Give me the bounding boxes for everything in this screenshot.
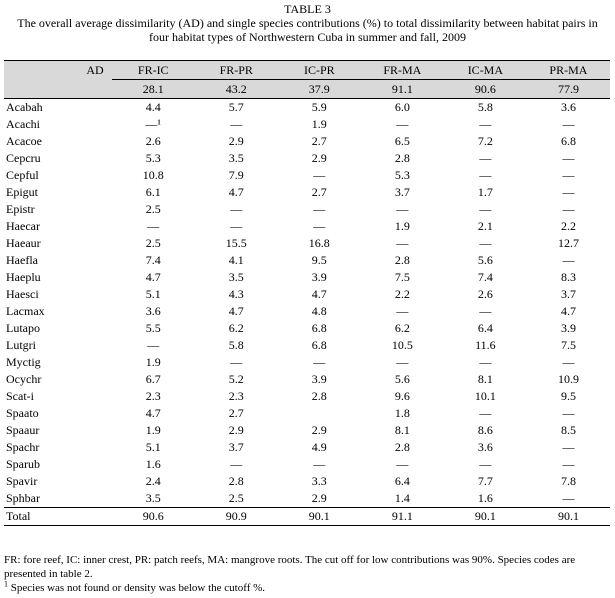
contribution-cell: 6.0 bbox=[394, 100, 410, 114]
total-value: 90.6 bbox=[112, 508, 195, 526]
contribution-cell: — bbox=[562, 440, 575, 454]
contribution-cell: 5.8 bbox=[477, 100, 493, 114]
footnotes bbox=[4, 553, 610, 595]
contribution-cell: 1.7 bbox=[477, 185, 493, 199]
ad-value: 43.2 bbox=[195, 80, 278, 99]
table-row bbox=[4, 473, 610, 490]
contribution-cell: 3.5 bbox=[228, 270, 244, 284]
contribution-cell: — bbox=[562, 253, 575, 267]
contribution-cell: — bbox=[147, 338, 160, 352]
contribution-cell: 5.3 bbox=[145, 151, 161, 165]
contribution-cell: — bbox=[562, 355, 575, 369]
contribution-cell: 2.7 bbox=[311, 134, 327, 148]
table-row bbox=[4, 405, 610, 422]
footnote-abbreviations: FR: fore reef, IC: inner crest, PR: patch reefs, MA: mangrove roots. The cut off for low contributions was 90%. Species codes are presented in table 2. bbox=[4, 554, 576, 580]
species-code: Lutapo bbox=[6, 321, 40, 335]
ad-value: 28.1 bbox=[112, 80, 195, 99]
table-caption: The overall average dissimilarity (AD) and single species contributions (%) to total dissimilarity between habitat pairs in four habitat types of Northwestern Cuba in summer and fall, 2009 bbox=[17, 16, 598, 44]
contribution-cell: 7.5 bbox=[560, 338, 576, 352]
ad-value: 77.9 bbox=[527, 80, 610, 99]
ad-value: 37.9 bbox=[278, 80, 361, 99]
table-row bbox=[4, 422, 610, 439]
contribution-cell: — bbox=[313, 457, 326, 471]
total-value: 90.1 bbox=[278, 508, 361, 526]
contribution-cell: 5.9 bbox=[311, 100, 327, 114]
footnote-1 bbox=[4, 581, 610, 595]
contribution-cell: 7.4 bbox=[477, 270, 493, 284]
contribution-cell: — bbox=[479, 151, 492, 165]
contribution-cell: 1.9 bbox=[145, 355, 161, 369]
footnote-marker: 1 bbox=[4, 579, 8, 589]
table-row bbox=[4, 133, 610, 150]
contribution-cell: — bbox=[562, 168, 575, 182]
contribution-cell: — bbox=[396, 304, 409, 318]
contribution-cell: 4.7 bbox=[228, 185, 244, 199]
contribution-cell: 8.6 bbox=[477, 423, 493, 437]
table-row bbox=[4, 371, 610, 388]
ad-values-row bbox=[4, 80, 610, 99]
species-code: Haefla bbox=[6, 253, 38, 267]
species-code: Acacoe bbox=[6, 134, 42, 148]
contribution-cell: 2.4 bbox=[145, 474, 161, 488]
species-code: Sphbar bbox=[6, 491, 40, 505]
contribution-cell: — bbox=[313, 168, 326, 182]
contribution-cell: 2.6 bbox=[477, 287, 493, 301]
contribution-cell: 11.6 bbox=[475, 338, 496, 352]
contribution-cell: — bbox=[313, 355, 326, 369]
contribution-cell: 5.8 bbox=[228, 338, 244, 352]
col-header: IC-MA bbox=[444, 61, 527, 80]
species-code: Sparub bbox=[6, 457, 40, 471]
contribution-cell: 1.9 bbox=[145, 423, 161, 437]
contribution-cell: 6.1 bbox=[145, 185, 161, 199]
contribution-cell: 3.9 bbox=[311, 372, 327, 386]
dissimilarity-table bbox=[4, 60, 610, 526]
col-header: FR-PR bbox=[195, 61, 278, 80]
ad-spacer bbox=[4, 80, 112, 99]
contribution-cell: 7.5 bbox=[394, 270, 410, 284]
contribution-cell: 2.2 bbox=[394, 287, 410, 301]
contribution-cell: — bbox=[479, 236, 492, 250]
table-row bbox=[4, 337, 610, 354]
contribution-cell: 16.8 bbox=[308, 236, 330, 250]
contribution-cell: 5.6 bbox=[477, 253, 493, 267]
contribution-cell: 3.7 bbox=[394, 185, 410, 199]
contribution-cell: 7.2 bbox=[477, 134, 493, 148]
ad-header: AD bbox=[4, 61, 112, 80]
contribution-cell: 5.1 bbox=[145, 440, 161, 454]
contribution-cell: 5.5 bbox=[145, 321, 161, 335]
contribution-cell: 3.5 bbox=[145, 491, 161, 505]
contribution-cell: 2.5 bbox=[145, 236, 161, 250]
contribution-cell: 6.4 bbox=[394, 474, 410, 488]
contribution-cell: 10.9 bbox=[557, 372, 579, 386]
contribution-cell: — bbox=[562, 185, 575, 199]
contribution-cell: 7.8 bbox=[560, 474, 576, 488]
contribution-cell: — bbox=[396, 202, 409, 216]
contribution-cell: — bbox=[479, 406, 492, 420]
contribution-cell: 10.8 bbox=[142, 168, 164, 182]
contribution-cell: 7.4 bbox=[145, 253, 161, 267]
ad-value: 90.6 bbox=[444, 80, 527, 99]
contribution-cell: 8.1 bbox=[477, 372, 493, 386]
contribution-cell: 6.8 bbox=[311, 321, 327, 335]
contribution-cell: 3.5 bbox=[228, 151, 244, 165]
contribution-cell: 2.1 bbox=[477, 219, 493, 233]
species-code: Lutgri bbox=[6, 338, 36, 352]
contribution-cell: 4.7 bbox=[145, 270, 161, 284]
contribution-cell: — bbox=[562, 117, 575, 131]
species-code: Acachi bbox=[6, 117, 40, 131]
contribution-cell: 1.8 bbox=[394, 406, 410, 420]
contribution-cell: — bbox=[396, 236, 409, 250]
contribution-cell: 7.9 bbox=[228, 168, 244, 182]
contribution-cell: 5.2 bbox=[228, 372, 244, 386]
contribution-cell: 1.9 bbox=[311, 117, 327, 131]
contribution-cell: 3.9 bbox=[311, 270, 327, 284]
contribution-cell: — bbox=[562, 151, 575, 165]
total-label: Total bbox=[4, 508, 112, 526]
contribution-cell: — bbox=[230, 117, 243, 131]
contribution-cell: 6.5 bbox=[394, 134, 410, 148]
table-row bbox=[4, 286, 610, 303]
contribution-cell: — bbox=[396, 117, 409, 131]
contribution-cell bbox=[278, 405, 361, 422]
table-row bbox=[4, 439, 610, 456]
contribution-cell: 2.8 bbox=[311, 389, 327, 403]
contribution-cell: 4.7 bbox=[311, 287, 327, 301]
species-code: Cepful bbox=[6, 168, 39, 182]
table-row bbox=[4, 252, 610, 269]
table-row bbox=[4, 456, 610, 473]
contribution-cell: 6.8 bbox=[560, 134, 576, 148]
contribution-cell: — bbox=[479, 117, 492, 131]
contribution-cell: 2.8 bbox=[394, 440, 410, 454]
contribution-cell: 2.8 bbox=[228, 474, 244, 488]
species-code: Epigut bbox=[6, 185, 38, 199]
contribution-cell: 5.6 bbox=[394, 372, 410, 386]
contribution-cell: 9.6 bbox=[394, 389, 410, 403]
contribution-cell: — bbox=[313, 202, 326, 216]
contribution-cell: 2.8 bbox=[394, 253, 410, 267]
species-code: Spachr bbox=[6, 440, 40, 454]
contribution-cell: 7.7 bbox=[477, 474, 493, 488]
table-body bbox=[4, 99, 610, 508]
contribution-cell: 2.2 bbox=[560, 219, 576, 233]
footnote-1-text: Species was not found or density was below the cutoff %. bbox=[8, 582, 266, 594]
contribution-cell: 3.9 bbox=[560, 321, 576, 335]
species-code: Lacmax bbox=[6, 304, 45, 318]
species-code: Spavir bbox=[6, 474, 38, 488]
contribution-cell: 5.7 bbox=[228, 100, 244, 114]
contribution-cell: — bbox=[230, 457, 243, 471]
contribution-cell: 3.6 bbox=[145, 304, 161, 318]
species-code: Spaato bbox=[6, 406, 39, 420]
contribution-cell: 2.9 bbox=[311, 491, 327, 505]
contribution-cell: — bbox=[230, 355, 243, 369]
contribution-cell: 1.4 bbox=[394, 491, 410, 505]
table-row bbox=[4, 184, 610, 201]
contribution-cell: 2.3 bbox=[145, 389, 161, 403]
contribution-cell: 10.1 bbox=[474, 389, 496, 403]
total-row bbox=[4, 508, 610, 526]
contribution-cell: 2.7 bbox=[228, 406, 244, 420]
contribution-cell: 2.5 bbox=[228, 491, 244, 505]
contribution-cell: 1.6 bbox=[477, 491, 493, 505]
col-header: FR-MA bbox=[361, 61, 444, 80]
contribution-cell: — bbox=[313, 219, 326, 233]
contribution-cell: 1.9 bbox=[394, 219, 410, 233]
contribution-cell: 2.9 bbox=[228, 134, 244, 148]
contribution-cell: — bbox=[562, 406, 575, 420]
total-value: 90.1 bbox=[527, 508, 610, 526]
contribution-cell: 6.2 bbox=[394, 321, 410, 335]
contribution-cell: 9.5 bbox=[560, 389, 576, 403]
table-row bbox=[4, 99, 610, 117]
contribution-cell: — bbox=[479, 202, 492, 216]
contribution-cell: 3.7 bbox=[560, 287, 576, 301]
contribution-cell: — bbox=[230, 219, 243, 233]
species-code: Haeplu bbox=[6, 270, 41, 284]
table-row bbox=[4, 490, 610, 508]
contribution-cell: — bbox=[147, 219, 160, 233]
total-value: 91.1 bbox=[361, 508, 444, 526]
contribution-cell: — bbox=[479, 168, 492, 182]
table-row bbox=[4, 303, 610, 320]
table-row bbox=[4, 269, 610, 286]
species-code: Epistr bbox=[6, 202, 35, 216]
contribution-cell: — bbox=[230, 202, 243, 216]
contribution-cell: 3.3 bbox=[311, 474, 327, 488]
table-title: TABLE 3 bbox=[284, 2, 331, 16]
contribution-cell: — bbox=[562, 202, 575, 216]
contribution-cell: 15.5 bbox=[225, 236, 247, 250]
contribution-cell: 2.9 bbox=[311, 151, 327, 165]
col-header: PR-MA bbox=[527, 61, 610, 80]
contribution-cell: 2.6 bbox=[145, 134, 161, 148]
species-code: Haeaur bbox=[6, 236, 41, 250]
header-row bbox=[4, 61, 610, 80]
contribution-cell: 8.5 bbox=[560, 423, 576, 437]
contribution-cell: 2.8 bbox=[394, 151, 410, 165]
contribution-cell: — bbox=[562, 457, 575, 471]
contribution-cell: 3.7 bbox=[228, 440, 244, 454]
contribution-cell: 5.3 bbox=[394, 168, 410, 182]
table-row bbox=[4, 116, 610, 133]
contribution-cell: 6.8 bbox=[311, 338, 327, 352]
contribution-cell: — bbox=[396, 457, 409, 471]
contribution-cell: 4.7 bbox=[560, 304, 576, 318]
col-header: IC-PR bbox=[278, 61, 361, 80]
table-row bbox=[4, 201, 610, 218]
contribution-cell: 2.7 bbox=[311, 185, 327, 199]
ad-value: 91.1 bbox=[361, 80, 444, 99]
contribution-cell: 10.5 bbox=[391, 338, 413, 352]
contribution-cell: 4.7 bbox=[145, 406, 161, 420]
contribution-cell: 2.9 bbox=[228, 423, 244, 437]
total-value: 90.1 bbox=[444, 508, 527, 526]
species-code: Haesci bbox=[6, 287, 39, 301]
contribution-cell: 5.1 bbox=[145, 287, 161, 301]
contribution-cell: 4.1 bbox=[228, 253, 244, 267]
contribution-cell: 4.9 bbox=[311, 440, 327, 454]
contribution-cell: 3.6 bbox=[477, 440, 493, 454]
contribution-cell: 2.9 bbox=[311, 423, 327, 437]
species-code: Spaaur bbox=[6, 423, 40, 437]
table-row bbox=[4, 150, 610, 167]
contribution-cell: 12.7 bbox=[557, 236, 579, 250]
table-row bbox=[4, 218, 610, 235]
col-header: FR-IC bbox=[112, 61, 195, 80]
contribution-cell: — bbox=[479, 304, 492, 318]
table-row bbox=[4, 167, 610, 184]
contribution-cell: 8.3 bbox=[560, 270, 576, 284]
species-code: Scat-i bbox=[6, 389, 34, 403]
species-code: Acabah bbox=[6, 100, 43, 114]
table-row bbox=[4, 320, 610, 337]
contribution-cell: —¹ bbox=[145, 117, 162, 131]
contribution-cell: 4.3 bbox=[228, 287, 244, 301]
contribution-cell: 6.2 bbox=[228, 321, 244, 335]
contribution-cell: 4.7 bbox=[228, 304, 244, 318]
contribution-cell: — bbox=[479, 457, 492, 471]
contribution-cell: 3.6 bbox=[560, 100, 576, 114]
contribution-cell: 4.4 bbox=[145, 100, 161, 114]
contribution-cell: — bbox=[562, 491, 575, 505]
table-row bbox=[4, 388, 610, 405]
contribution-cell: — bbox=[396, 355, 409, 369]
contribution-cell: 8.1 bbox=[394, 423, 410, 437]
table-row bbox=[4, 354, 610, 371]
contribution-cell: 1.6 bbox=[145, 457, 161, 471]
contribution-cell: 2.3 bbox=[228, 389, 244, 403]
species-code: Myctig bbox=[6, 355, 41, 369]
contribution-cell: 6.4 bbox=[477, 321, 493, 335]
species-code: Ocychr bbox=[6, 372, 42, 386]
contribution-cell: — bbox=[479, 355, 492, 369]
contribution-cell: 6.7 bbox=[145, 372, 161, 386]
table-row bbox=[4, 235, 610, 252]
species-code: Cepcru bbox=[6, 151, 41, 165]
contribution-cell: 4.8 bbox=[311, 304, 327, 318]
species-code: Haecar bbox=[6, 219, 40, 233]
contribution-cell: 9.5 bbox=[311, 253, 327, 267]
total-value: 90.9 bbox=[195, 508, 278, 526]
contribution-cell: 2.5 bbox=[145, 202, 161, 216]
